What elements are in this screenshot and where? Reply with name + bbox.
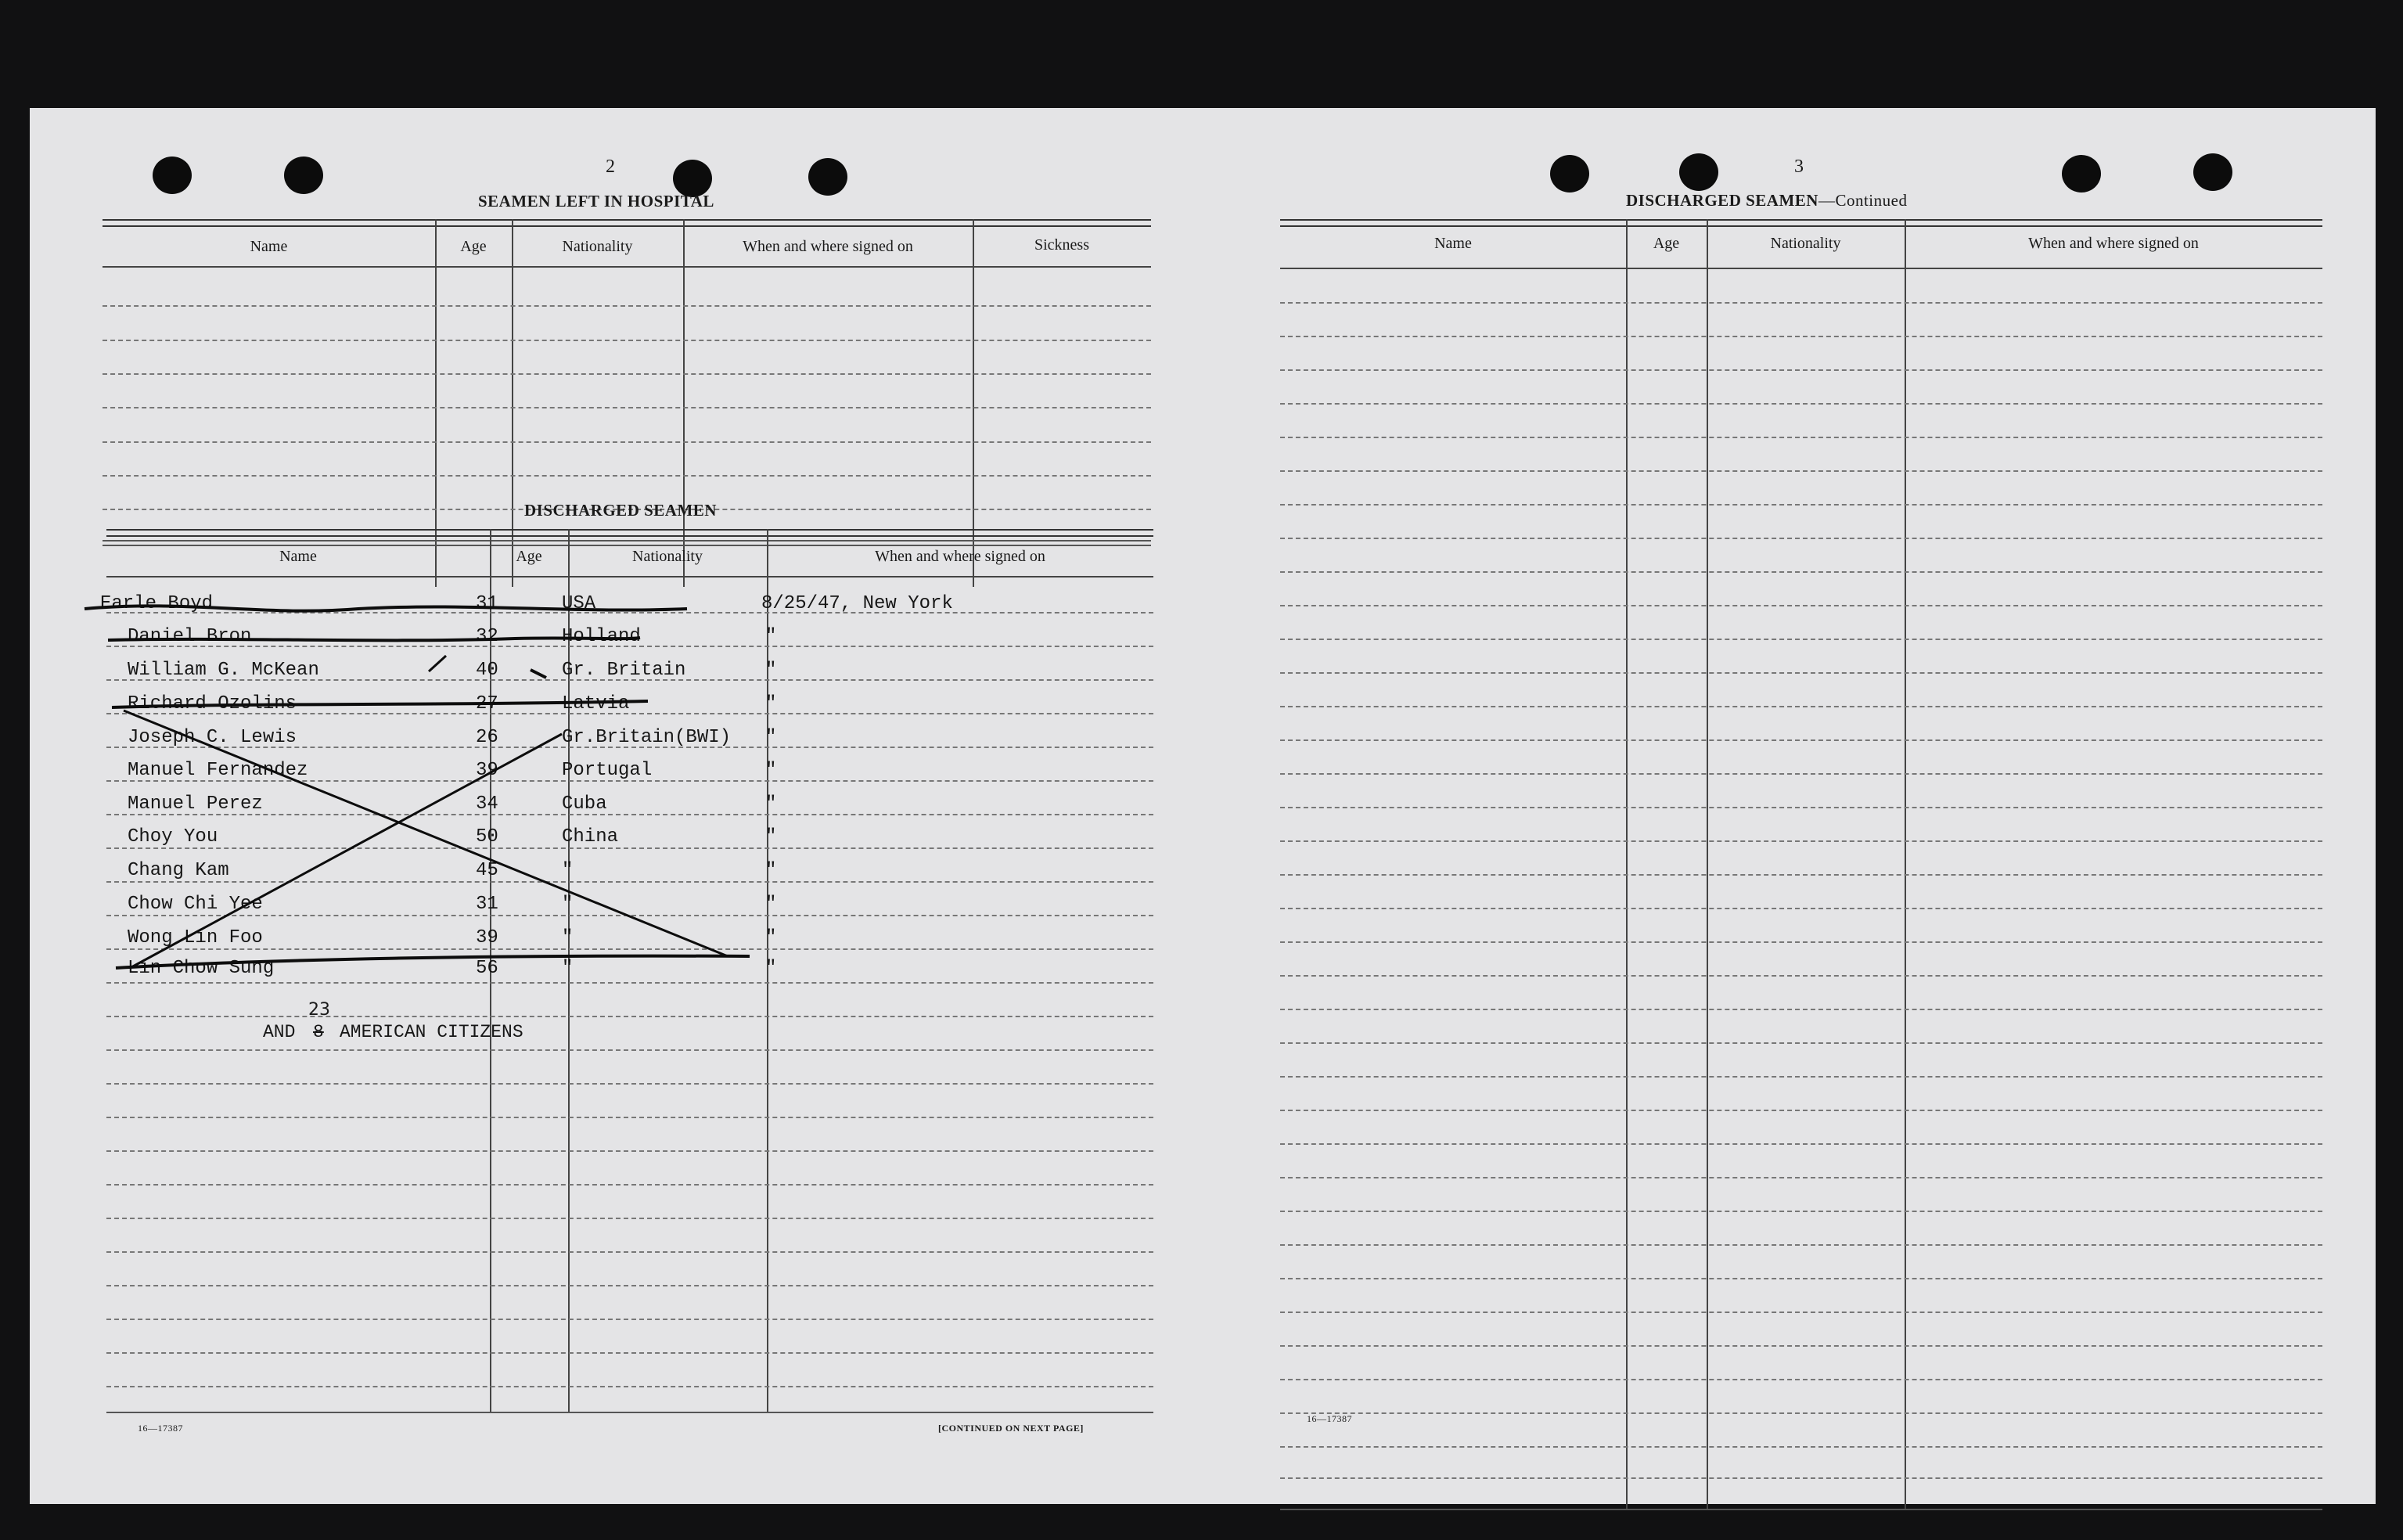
seaman-age: 34 (476, 793, 498, 815)
seaman-nationality: Gr. Britain (562, 660, 686, 681)
strike-line (112, 701, 648, 707)
seaman-name: Earle Boyd (100, 593, 214, 614)
seaman-name: Manuel Perez (128, 793, 263, 815)
seaman-signed-on: " (765, 727, 777, 748)
seaman-nationality: " (562, 894, 574, 915)
column-header-sickness: Sickness (1034, 236, 1089, 254)
punch-hole (2062, 155, 2101, 192)
seaman-signed-on: 8/25/47, New York (761, 593, 953, 614)
seaman-nationality: " (562, 927, 574, 948)
seaman-age: 31 (476, 894, 498, 915)
seaman-age: 50 (476, 826, 498, 847)
seaman-name: Lin Chow Sung (128, 958, 275, 979)
column-header-name: Name (250, 238, 288, 255)
seaman-signed-on: " (765, 894, 777, 915)
seaman-name: William G. McKean (128, 660, 319, 681)
seaman-name: Manuel Fernandez (128, 760, 308, 781)
punch-hole (2193, 153, 2232, 191)
seaman-age: 31 (476, 593, 498, 614)
seaman-signed-on: " (765, 826, 777, 847)
citizens-note-suffix: AMERICAN CITIZENS (340, 1022, 523, 1042)
seaman-age: 45 (476, 860, 498, 881)
seaman-age: 27 (476, 693, 498, 714)
seaman-nationality: " (562, 860, 574, 881)
punch-hole (1679, 153, 1718, 191)
seaman-age: 26 (476, 727, 498, 748)
discharged-continued-title (1626, 191, 1907, 210)
form-code-right: 16—17387 (1307, 1413, 1352, 1424)
title-main: DISCHARGED SEAMEN (1626, 191, 1818, 210)
seaman-nationality: USA (562, 593, 596, 614)
strike-line (85, 606, 687, 610)
seaman-signed-on: " (765, 760, 777, 781)
punch-hole (1550, 155, 1589, 192)
page-number-right: 3 (1794, 157, 1804, 177)
column-header-name: Name (279, 548, 317, 565)
seaman-nationality: Holland (562, 626, 641, 647)
tick-mark (429, 656, 446, 671)
seaman-nationality: Cuba (562, 793, 607, 815)
handwritten-strikeouts (30, 108, 1164, 1125)
seaman-signed-on: " (765, 693, 777, 714)
seaman-name: Joseph C. Lewis (128, 727, 297, 748)
citizens-note-struck: 8 (313, 1022, 324, 1042)
cross-line (124, 711, 728, 956)
column-header-age: Age (460, 238, 487, 255)
strike-line (108, 638, 640, 640)
seaman-name: Chow Chi Yee (128, 894, 263, 915)
seaman-signed-on: " (765, 626, 777, 647)
column-header-age: Age (1653, 235, 1680, 252)
citizens-note-prefix: AND (263, 1022, 296, 1042)
cross-line (131, 734, 562, 967)
seaman-age: 32 (476, 626, 498, 647)
column-header-signed-on: When and where signed on (875, 548, 1045, 565)
column-header-age: Age (516, 548, 542, 565)
column-header-nationality: Nationality (1770, 235, 1841, 252)
seaman-age: 56 (476, 958, 498, 979)
citizens-note-handwritten: 23 (308, 1000, 330, 1020)
continued-note: [CONTINUED ON NEXT PAGE] (938, 1423, 1084, 1434)
seaman-nationality: Portugal (562, 760, 653, 781)
hospital-section-title: SEAMEN LEFT IN HOSPITAL (478, 192, 714, 210)
seaman-name: Chang Kam (128, 860, 229, 881)
seaman-name: Choy You (128, 826, 218, 847)
seaman-nationality: Latvia (562, 693, 630, 714)
column-header-nationality: Nationality (632, 548, 703, 565)
discharged-continued-table (1280, 219, 2322, 1510)
seaman-signed-on: " (765, 793, 777, 815)
column-header-signed-on: When and where signed on (2028, 235, 2199, 252)
seaman-signed-on: " (765, 958, 777, 979)
seaman-name: Richard Ozolins (128, 693, 297, 714)
column-header-name: Name (1434, 235, 1472, 252)
discharged-section-title: DISCHARGED SEAMEN (524, 501, 717, 520)
seaman-age: 40 (476, 660, 498, 681)
ledger-sheet (30, 108, 2376, 1504)
seaman-name: Daniel Bron (128, 626, 252, 647)
title-continued: —Continued (1818, 191, 1908, 210)
seaman-signed-on: " (765, 860, 777, 881)
seaman-age: 39 (476, 927, 498, 948)
seaman-signed-on: " (765, 660, 777, 681)
tick-mark (531, 670, 546, 678)
form-code-left: 16—17387 (138, 1423, 183, 1434)
page-number-left: 2 (606, 157, 615, 177)
seaman-nationality: " (562, 958, 574, 979)
seaman-nationality: China (562, 826, 619, 847)
seaman-name: Wong Lin Foo (128, 927, 263, 948)
column-header-nationality: Nationality (562, 238, 633, 255)
seaman-age: 39 (476, 760, 498, 781)
strike-line (116, 956, 750, 968)
seaman-signed-on: " (765, 927, 777, 948)
column-header-signed-on: When and where signed on (743, 238, 913, 255)
seaman-nationality: Gr.Britain(BWI) (562, 727, 732, 748)
